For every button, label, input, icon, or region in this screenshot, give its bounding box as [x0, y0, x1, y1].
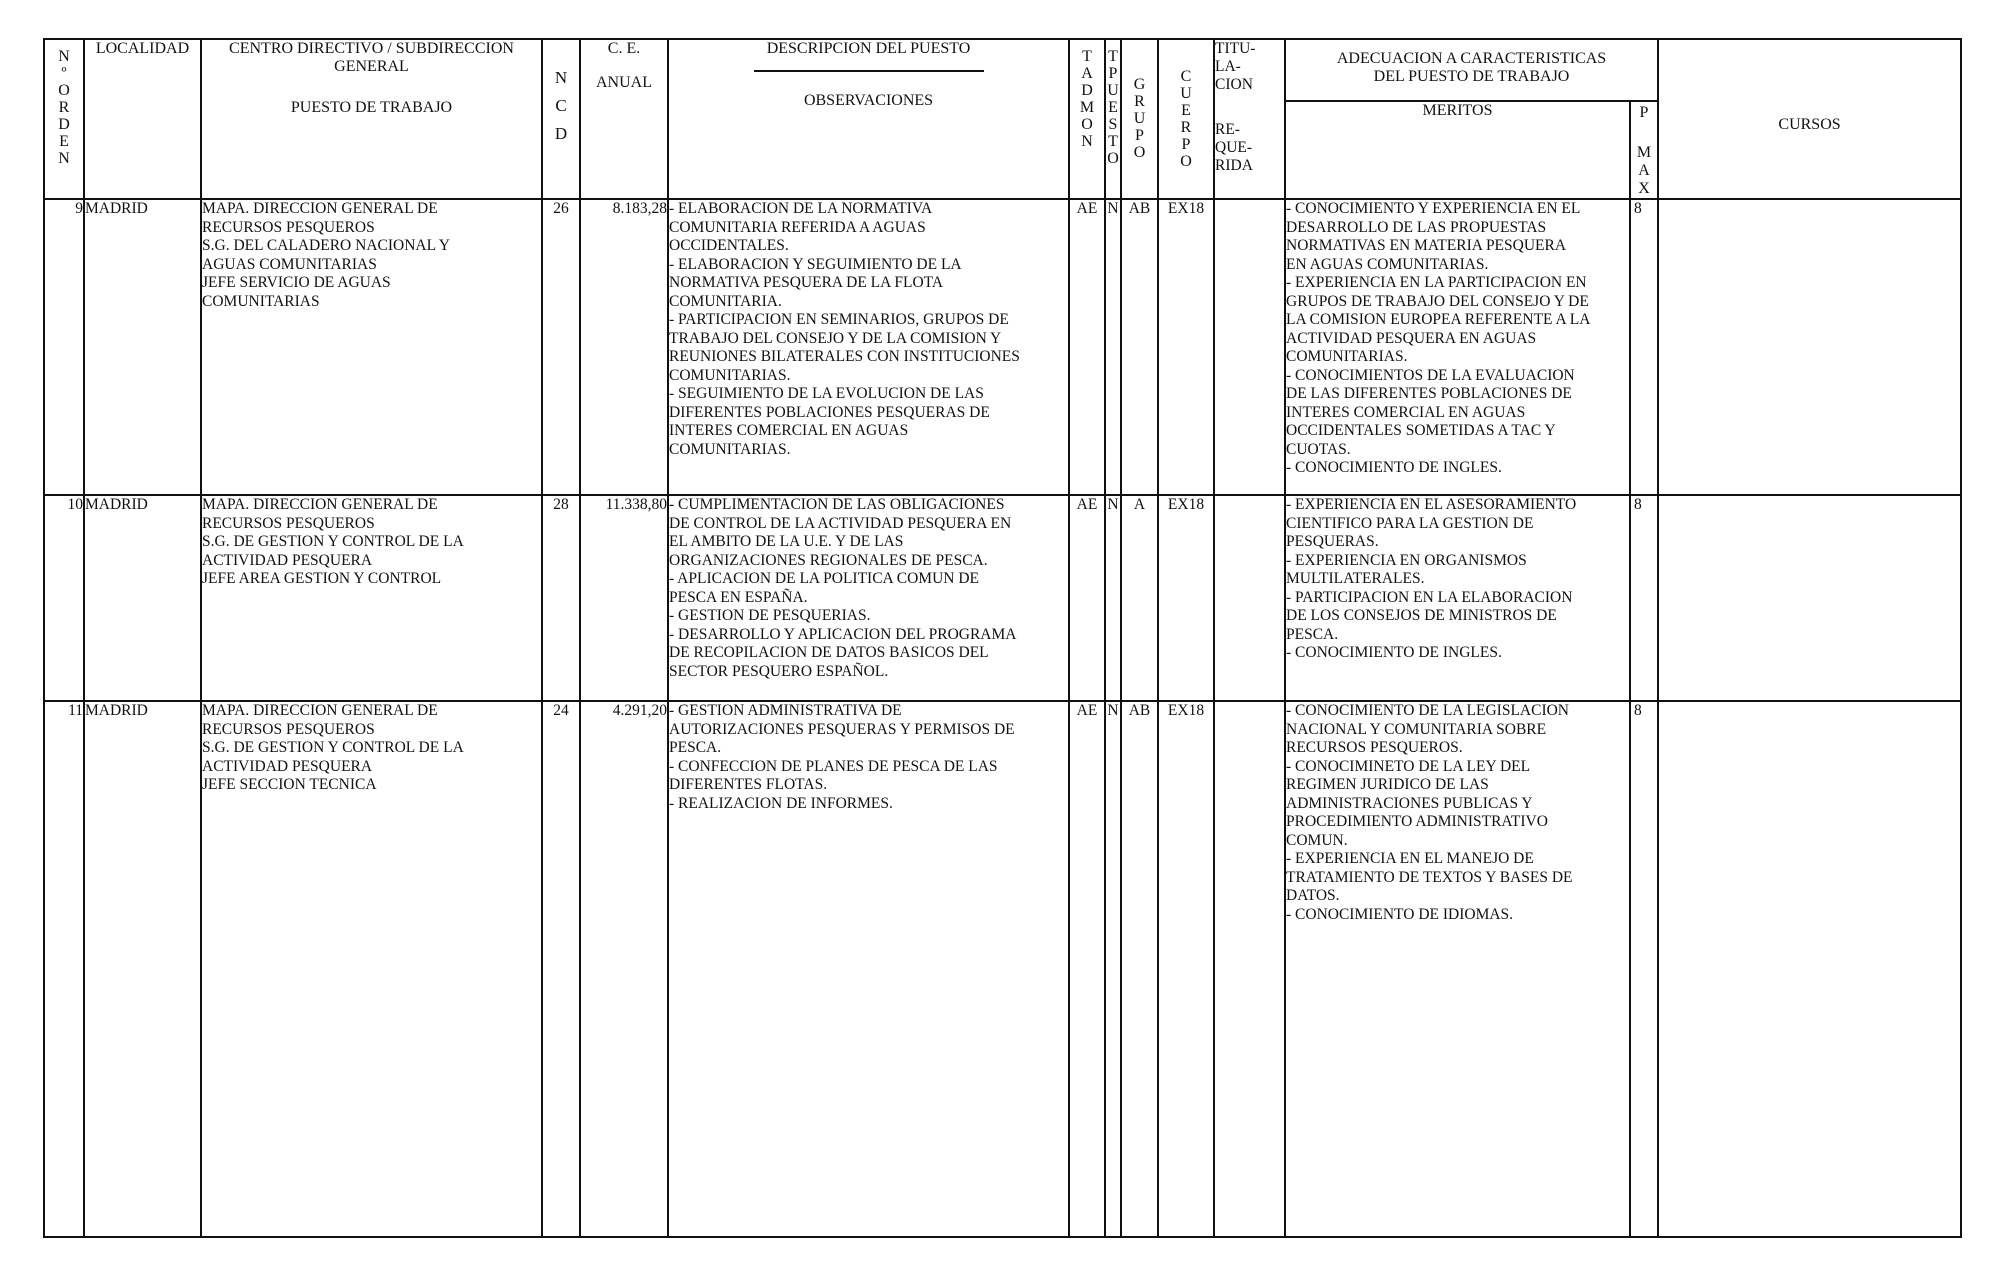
- table-row: [44, 701, 1961, 1237]
- ncd-letters: [543, 40, 579, 148]
- tpuesto-letter: T: [1108, 133, 1118, 150]
- tpuesto-letters: [1106, 48, 1120, 167]
- grupo-cell: AB: [1121, 701, 1158, 1237]
- header-tpuesto: [1105, 39, 1121, 199]
- pmax-letter: P: [1639, 104, 1649, 121]
- tpuesto-letter: U: [1107, 82, 1119, 99]
- header-grupo: [1121, 39, 1158, 199]
- tadmon-cell: AE: [1069, 495, 1105, 701]
- header-ncd: [542, 39, 580, 199]
- cursos-cell: [1658, 199, 1961, 495]
- header-centro: [201, 39, 542, 199]
- pmax-letters: [1631, 104, 1657, 198]
- norden-letter: O: [58, 82, 70, 99]
- meritos-cell: - EXPERIENCIA EN EL ASESORAMIENTO CIENTIFICO PARA LA GESTION DE PESQUERAS. - EXPERIENCIA EN ORGANISMOS MULTILATERALES. - PARTICIPACION EN LA ELABORACION DE LOS CONSEJOS DE MINISTROS DE PESCA. - CONOCIMIENTO DE INGLES.: [1285, 495, 1630, 701]
- titulacion-cell: [1214, 495, 1285, 701]
- pmax-letter: X: [1638, 180, 1650, 197]
- pmax-cell: 8: [1630, 495, 1658, 701]
- centro-line2: GENERAL: [334, 58, 409, 76]
- ncd-cell: 24: [542, 701, 580, 1237]
- centro-cell: MAPA. DIRECCION GENERAL DE RECURSOS PESQUEROS S.G. DE GESTION Y CONTROL DE LA ACTIVIDAD PESQUERA JEFE SECCION TECNICA: [201, 701, 542, 1237]
- norden-letter: D: [58, 116, 70, 133]
- ce-line1: C. E.: [607, 40, 641, 57]
- cuerpo-letters: [1159, 68, 1213, 170]
- norden-letters: [45, 48, 83, 167]
- tpuesto-letter: O: [1107, 150, 1119, 167]
- header-row: [44, 39, 1961, 101]
- orden-cell: 10: [44, 495, 84, 701]
- pmax-cell: 8: [1630, 701, 1658, 1237]
- norden-letter: N: [58, 150, 70, 167]
- descripcion-label: DESCRIPCION DEL PUESTO: [766, 40, 971, 57]
- header-adecuacion: ADECUACION A CARACTERISTICAS DEL PUESTO DE TRABAJO: [1285, 39, 1658, 101]
- norden-letter: º: [61, 65, 67, 82]
- ce-cell: 11.338,80: [580, 495, 668, 701]
- ncd-letter: N: [554, 68, 568, 87]
- pmax-cell: 8: [1630, 199, 1658, 495]
- ncd-letter: C: [555, 96, 567, 115]
- ce-cell: 8.183,28: [580, 199, 668, 495]
- meritos-cell: - CONOCIMIENTO Y EXPERIENCIA EN EL DESARROLLO DE LAS PROPUESTAS NORMATIVAS EN MATERIA PESQUERA EN AGUAS COMUNITARIAS. - EXPERIENCIA EN LA PARTICIPACION EN GRUPOS DE TRABAJO DEL CONSEJO Y DE LA COMISION EUROPEA REFERENTE A LA ACTIVIDAD PESQUERA EN AGUAS COMUNITARIAS. - CONOCIMIENTOS DE LA EVALUACION DE LAS DIFERENTES POBLACIONES DE INTERES COMERCIAL EN AGUAS OCCIDENTALES SOMETIDAS A TAC Y CUOTAS. - CONOCIMIENTO DE INGLES.: [1285, 199, 1630, 495]
- cursos-cell: [1658, 701, 1961, 1237]
- cuerpo-letter: P: [1181, 136, 1191, 153]
- tadmon-cell: AE: [1069, 199, 1105, 495]
- grupo-letter: R: [1134, 93, 1145, 110]
- orden-cell: 9: [44, 199, 84, 495]
- ce-cell: 4.291,20: [580, 701, 668, 1237]
- cuerpo-cell: EX18: [1158, 199, 1214, 495]
- centro-line1: CENTRO DIRECTIVO / SUBDIRECCION: [229, 40, 514, 57]
- localidad-cell: MADRID: [84, 495, 201, 701]
- puestos-table: [43, 38, 1962, 1238]
- cuerpo-letter: C: [1180, 68, 1192, 85]
- header-cursos: CURSOS: [1658, 39, 1961, 199]
- descripcion-cell: - ELABORACION DE LA NORMATIVA COMUNITARIA REFERIDA A AGUAS OCCIDENTALES. - ELABORACION Y SEGUIMIENTO DE LA NORMATIVA PESQUERA DE LA FLOTA COMUNITARIA. - PARTICIPACION EN SEMINARIOS, GRUPOS DE TRABAJO DEL CONSEJO Y DE LA COMISION Y REUNIONES BILATERALES CON INSTITUCIONES COMUNITARIAS. - SEGUIMIENTO DE LA EVOLUCION DE LAS DIFERENTES POBLACIONES PESQUERAS DE INTERES COMERCIAL EN AGUAS COMUNITARIAS.: [668, 199, 1069, 495]
- ce-line2: ANUAL: [596, 74, 652, 92]
- tadmon-letter: A: [1081, 65, 1093, 82]
- table-row: [44, 495, 1961, 701]
- centro-cell: MAPA. DIRECCION GENERAL DE RECURSOS PESQUEROS S.G. DE GESTION Y CONTROL DE LA ACTIVIDAD PESQUERA JEFE AREA GESTION Y CONTROL: [201, 495, 542, 701]
- pmax-letter: A: [1638, 162, 1650, 179]
- header-titulacion-top: TITU- LA- CION: [1214, 39, 1285, 101]
- cuerpo-cell: EX18: [1158, 701, 1214, 1237]
- localidad-cell: MADRID: [84, 199, 201, 495]
- grupo-cell: A: [1121, 495, 1158, 701]
- descripcion-cell: - CUMPLIMENTACION DE LAS OBLIGACIONES DE CONTROL DE LA ACTIVIDAD PESQUERA EN EL AMBITO DE LA U.E. Y DE LAS ORGANIZACIONES REGIONALES DE PESCA. - APLICACION DE LA POLITICA COMUN DE PESCA EN ESPAÑA. - GESTION DE PESQUERIAS. - DESARROLLO Y APLICACION DEL PROGRAMA DE RECOPILACION DE DATOS BASICOS DEL SECTOR PESQUERO ESPAÑOL.: [668, 495, 1069, 701]
- observaciones-label: OBSERVACIONES: [803, 92, 934, 110]
- centro-line3: PUESTO DE TRABAJO: [290, 98, 453, 116]
- tadmon-letters: [1070, 48, 1104, 150]
- tpuesto-cell: N: [1105, 701, 1121, 1237]
- tpuesto-letter: S: [1108, 116, 1118, 133]
- tadmon-cell: AE: [1069, 701, 1105, 1237]
- tadmon-letter: D: [1081, 82, 1093, 99]
- grupo-letters: [1122, 76, 1157, 161]
- header-tadmon: [1069, 39, 1105, 199]
- orden-cell: 11: [44, 701, 84, 1237]
- tpuesto-letter: E: [1108, 99, 1118, 116]
- ncd-cell: 26: [542, 199, 580, 495]
- cursos-cell: [1658, 495, 1961, 701]
- cuerpo-letter: R: [1180, 119, 1192, 136]
- header-pmax: [1630, 101, 1658, 199]
- tadmon-letter: O: [1081, 116, 1093, 133]
- descripcion-cell: - GESTION ADMINISTRATIVA DE AUTORIZACIONES PESQUERAS Y PERMISOS DE PESCA. - CONFECCION DE PLANES DE PESCA DE LAS DIFERENTES FLOTAS. - REALIZACION DE INFORMES.: [668, 701, 1069, 1237]
- tadmon-letter: M: [1079, 99, 1095, 116]
- titulacion-cell: [1214, 199, 1285, 495]
- cuerpo-cell: EX18: [1158, 495, 1214, 701]
- tpuesto-cell: N: [1105, 199, 1121, 495]
- norden-letter: R: [58, 99, 70, 116]
- tadmon-letter: T: [1082, 48, 1092, 65]
- header-cuerpo: [1158, 39, 1214, 199]
- tpuesto-cell: N: [1105, 495, 1121, 701]
- tadmon-letter: N: [1081, 133, 1093, 150]
- header-divider: [754, 70, 984, 72]
- centro-cell: MAPA. DIRECCION GENERAL DE RECURSOS PESQUEROS S.G. DEL CALADERO NACIONAL Y AGUAS COMUNITARIAS JEFE SERVICIO DE AGUAS COMUNITARIAS: [201, 199, 542, 495]
- grupo-cell: AB: [1121, 199, 1158, 495]
- grupo-letter: U: [1133, 110, 1146, 127]
- grupo-letter: P: [1135, 127, 1144, 144]
- ncd-letter: D: [554, 124, 568, 143]
- header-norden: [44, 39, 84, 199]
- cuerpo-letter: U: [1180, 85, 1192, 102]
- tpuesto-letter: P: [1108, 65, 1118, 82]
- titulacion-cell: [1214, 701, 1285, 1237]
- table-row: [44, 199, 1961, 495]
- meritos-cell: - CONOCIMIENTO DE LA LEGISLACION NACIONAL Y COMUNITARIA SOBRE RECURSOS PESQUEROS. - CONOCIMINETO DE LA LEY DEL REGIMEN JURIDICO DE LAS ADMINISTRACIONES PUBLICAS Y PROCEDIMIENTO ADMINISTRATIVO COMUN. - EXPERIENCIA EN EL MANEJO DE TRATAMIENTO DE TEXTOS Y BASES DE DATOS. - CONOCIMIENTO DE IDIOMAS.: [1285, 701, 1630, 1237]
- ncd-cell: 28: [542, 495, 580, 701]
- tpuesto-letter: T: [1108, 48, 1118, 65]
- header-localidad: LOCALIDAD: [84, 39, 201, 199]
- pmax-letter: M: [1636, 144, 1652, 161]
- header-titulacion-bottom: RE- QUE- RIDA: [1214, 101, 1285, 199]
- grupo-letter: O: [1133, 144, 1146, 161]
- grupo-letter: G: [1133, 76, 1146, 93]
- norden-letter: N: [58, 48, 70, 65]
- localidad-cell: MADRID: [84, 701, 201, 1237]
- norden-letter: E: [59, 133, 69, 150]
- header-ce: [580, 39, 668, 199]
- cuerpo-letter: O: [1180, 153, 1192, 170]
- cuerpo-letter: E: [1181, 102, 1191, 119]
- header-meritos: MERITOS: [1285, 101, 1630, 199]
- header-descripcion: [668, 39, 1069, 199]
- document-page: [43, 38, 1960, 1232]
